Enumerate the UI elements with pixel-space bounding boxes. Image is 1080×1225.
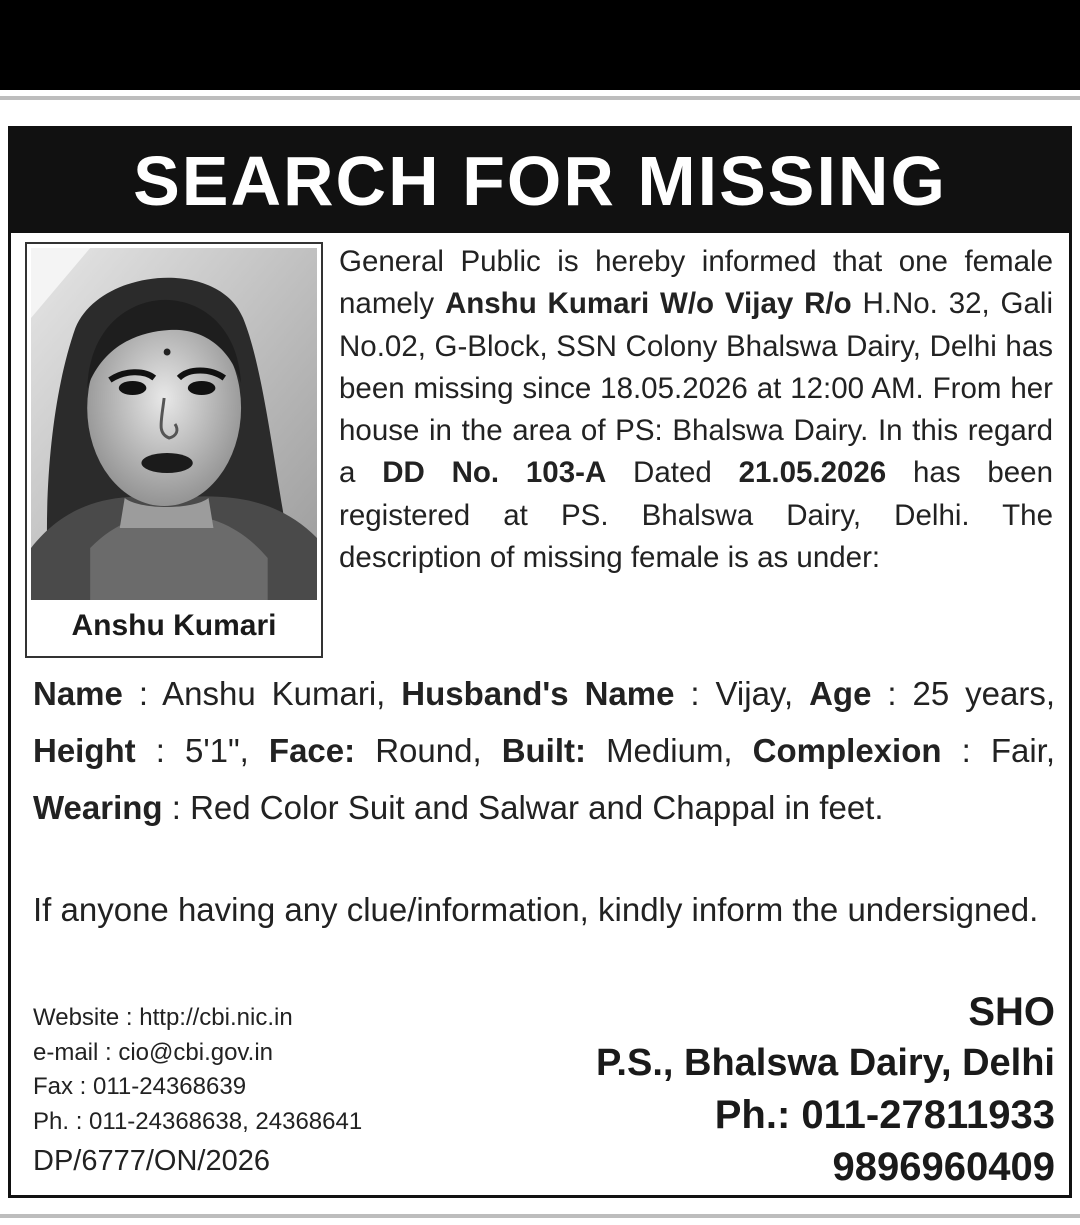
public-appeal: If anyone having any clue/information, kindly inform the undersigned. <box>33 891 1039 928</box>
missing-person-notice <box>8 126 1072 1198</box>
top-black-bar <box>0 0 1080 90</box>
height-label: Height <box>33 732 136 769</box>
built-value: Medium, <box>586 732 753 769</box>
station-mobile: 9896960409 <box>832 1145 1055 1189</box>
built-label: Built: <box>501 732 586 769</box>
height-value: : 5'1", <box>135 732 269 769</box>
top-divider <box>0 96 1080 100</box>
age-value: : 25 years, <box>871 675 1055 712</box>
photo-caption: Anshu Kumari <box>71 609 277 642</box>
husband-label: Husband's Name <box>401 675 675 712</box>
person-description <box>33 665 1055 836</box>
reference-number: DP/6777/ON/2026 <box>33 1145 270 1177</box>
face-label: Face: <box>268 732 356 769</box>
dd-number: DD No. 103-A <box>382 456 607 490</box>
notice-intro: General Public is hereby informed that one female namely Anshu Kumari W/o Vijay R/o H.No. 32, Gali No.02, G-Block, SSN Colony Bhalswa Dairy, Delhi has been missing since 18.05.2026 at 12:00 AM. From her house in the area of PS: Bhalswa Dairy. In this regard a DD No. 103-A Dated 21.05.2026 has been registered at PS. Bhalswa Dairy, Delhi. The description of missing female is as under: <box>339 245 1054 575</box>
complexion-value: : Fair, <box>941 732 1056 769</box>
name-label: Name <box>33 675 123 712</box>
wearing-label: Wearing <box>33 789 163 826</box>
station-phone: Ph.: 011-27811933 <box>714 1093 1055 1137</box>
face-value: Round, <box>355 732 502 769</box>
husband-value: : Vijay, <box>674 675 810 712</box>
complexion-label: Complexion <box>752 732 942 769</box>
email-line: e-mail : cio@cbi.gov.in <box>33 1038 273 1066</box>
bottom-divider <box>0 1214 1080 1218</box>
wearing-value: : Red Color Suit and Salwar and Chappal in feet. <box>162 789 884 826</box>
dd-date: 21.05.2026 <box>738 456 887 490</box>
website-line: Website : http://cbi.nic.in <box>33 1004 293 1031</box>
fax-line: Fax : 011-24368639 <box>33 1073 247 1100</box>
photo-frame <box>25 242 323 658</box>
person-reference: Anshu Kumari W/o Vijay R/o <box>444 287 852 321</box>
notice-header <box>11 129 1069 233</box>
signatory-block <box>455 987 1055 1193</box>
signatory-designation: SHO <box>968 990 1055 1034</box>
police-station: P.S., Bhalswa Dairy, Delhi <box>595 1042 1055 1084</box>
name-value: : Anshu Kumari, <box>122 675 402 712</box>
portrait-image <box>31 248 317 600</box>
missing-person-photo <box>31 248 317 600</box>
contact-details <box>33 1001 493 1181</box>
phone-line: Ph. : 011-24368638, 24368641 <box>33 1107 363 1135</box>
age-label: Age <box>809 675 872 712</box>
notice-title: SEARCH FOR MISSING <box>133 142 947 220</box>
